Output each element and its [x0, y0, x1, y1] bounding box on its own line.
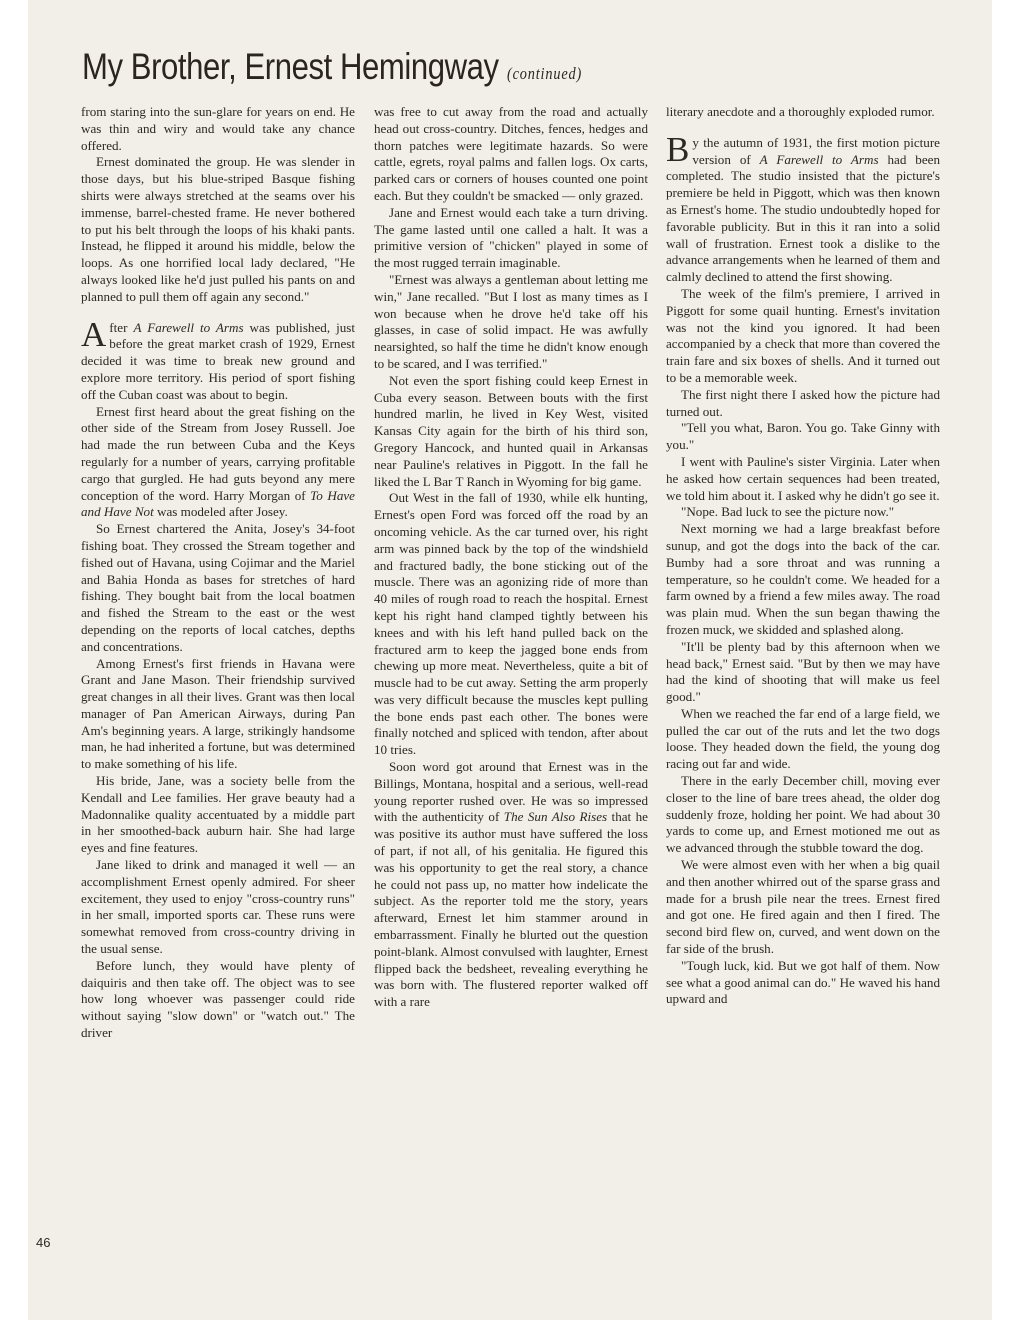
paragraph: Ernest dominated the group. He was slender in those days, but his blue-striped Basque fishing shirts were always stretched at the seams over his immense, barrel-chested frame. He never bothered to put his belt through the loops of his khaki pants. Instead, he flipped it around his middle, below the loops. As one horrified local lady declared, "He always looked like he'd just pulled his pants on and planned to pull them off again any second.": [81, 154, 355, 304]
book-title: The Sun Also Rises: [503, 809, 608, 825]
page-number: 46: [36, 1235, 51, 1250]
paragraph: "Tough luck, kid. But we got half of them. Now see what a good animal can do." He waved his hand upward and: [666, 957, 940, 1007]
paragraph: "Tell you what, Baron. You go. Take Ginny with you.": [666, 420, 940, 453]
text-column-1: [81, 104, 355, 1264]
text-column-2: [374, 104, 648, 1264]
book-title: A Farewell to Arms: [759, 151, 879, 167]
headline-continued: (continued): [507, 64, 583, 83]
section-paragraph: By the autumn of 1931, the first motion picture version of A Farewell to Arms had been completed. The studio insisted that the picture's premiere be held in Piggott, which was then known as Ernest's home. The studio undoubtedly hoped for favorable publicity. But in this it ran into a solid wall of frustration. Ernest took a dislike to the advance arrangements when he learned of them and calmly declined to attend the first showing.: [666, 129, 940, 285]
article-headline: [82, 48, 582, 85]
paragraph: "Ernest was always a gentleman about letting me win," Jane recalled. "But I lost as many times as I won because when he drove he'd take off his glasses, in case of solid impact. He was awfully nearsighted, so half the time he didn't know enough to be scared, and I was terrified.": [374, 271, 648, 371]
section-paragraph: After A Farewell to Arms was published, just before the great market crash of 1929, Ernest decided it was time to break new ground and explore more territory. His period of sport fishing off the Cuban coast was about to begin.: [81, 314, 355, 402]
book-title: A Farewell to Arms: [133, 319, 244, 335]
paragraph: Soon word got around that Ernest was in the Billings, Montana, hospital and a serious, well-read young reporter rushed over. He was so impressed with the authenticity of The Sun Also Rises that he was positive its author must have suffered the loss of part, if not all, of his genitalia. He figured this was his opportunity to get the real story, a chance he could not pass up, no matter how indelicate the subject. As the reporter told me the story, years afterward, Ernest let him stammer around in embarrassment. Finally he blurted out the question point-blank. Almost convulsed with laughter, Ernest flipped back the bedsheet, revealing everything he was born with. The flustered reporter walked off with a rare: [374, 759, 648, 1010]
paragraph: So Ernest chartered the Anita, Josey's 34-foot fishing boat. They crossed the Stream together and fished out of Havana, using Cojimar and the Mariel and Bahia Honda as bases for stretches of hard fishing. They bought bait from the local boatmen and fished the Stream to the east or the west depending on the reports of local catches, depths and concentrations.: [81, 521, 355, 654]
drop-cap: A: [81, 314, 107, 354]
paragraph: from staring into the sun-glare for years on end. He was thin and wiry and would take any chance offered.: [81, 104, 355, 153]
paragraph: "Nope. Bad luck to see the picture now.": [681, 504, 895, 520]
headline-title: My Brother, Ernest Hemingway: [82, 46, 499, 87]
paragraph: Ernest first heard about the great fishing on the other side of the Stream from Josey Russell. Joe had made the run between Cuba and the Keys regularly for a number of years, carrying profitable cargo that gurgled. He had guts beyond any mere conception of the word. Harry Morgan of To Have and Have Not was modeled after Josey.: [81, 403, 355, 520]
paragraph: There in the early December chill, moving ever closer to the line of bare trees ahead, the older dog suddenly froze, holding her point. We had about 30 yards to come up, and Ernest motioned me out as we advanced through the stubble toward the dog.: [666, 773, 940, 856]
paragraph: Before lunch, they would have plenty of daiquiris and then take off. The object was to see how long whoever was passenger could ride without saying "slow down" or "watch out." The driver: [81, 957, 355, 1041]
paragraph: Next morning we had a large breakfast before sunup, and got the dogs into the back of the car. Bumby had a sore throat and was running a temperature, so he couldn't come. We headed for a farm owned by a friend a few miles away. The road was plain mud. When the sun began thawing the frozen muck, we skidded and splashed along.: [666, 521, 940, 637]
paragraph: Jane liked to drink and managed it well — an accomplishment Ernest openly admired. For sheer excitement, they used to enjoy "cross-country runs" in her small, imported sports car. These runs were somewhat removed from cross-country driving in the usual sense.: [81, 857, 355, 957]
paragraph: was free to cut away from the road and actually head out cross-country. Ditches, fences, hedges and thorn patches were legitimate hazards. So were cattle, egrets, royal palms and fallen logs. Ox carts, parked cars or corners of houses counted one point each. But they couldn't be smacked — only grazed.: [374, 104, 648, 203]
paragraph: When we reached the far end of a large field, we pulled the car out of the ruts and let the two dogs loose. They headed down the field, the young dog racing out far and wide.: [666, 705, 940, 772]
paragraph: Not even the sport fishing could keep Ernest in Cuba every season. Between bouts with the first hundred marlin, he lived in Key West, visited Kansas City again for the birth of his third son, Gregory Hancock, and hunted quail in Arkansas near Pauline's relatives in Piggott. In the fall he liked the L Bar T Ranch in Wyoming for big game.: [374, 372, 648, 489]
magazine-page: [28, 0, 992, 1320]
paragraph: Jane and Ernest would each take a turn driving. The game lasted until one called a halt. It was a primitive version of "chicken" played in some of the most rugged terrain imaginable.: [374, 204, 648, 271]
drop-cap: B: [666, 129, 690, 169]
paragraph: The first night there I asked how the picture had turned out.: [666, 386, 940, 419]
paragraph: I went with Pauline's sister Virginia. Later when he asked how certain sequences had been treated, we told him about it. I asked why he didn't go see it.: [666, 453, 940, 503]
paragraph: The week of the film's premiere, I arrived in Piggott for some quail hunting. Ernest's invitation was not the kind you ignored. It had been accompanied by a check that more than covered the train fare and six boxes of shells. And it turned out to be a memorable week.: [666, 285, 940, 385]
text-column-3: [666, 104, 940, 1264]
paragraph: His bride, Jane, was a society belle from the Kendall and Lee families. Her grave beauty had a Madonnalike quality accentuated by a middle part in her smoothed-back auburn hair. She had large eyes and fine features.: [81, 773, 355, 856]
paragraph: "It'll be plenty bad by this afternoon when we head back," Ernest said. "But by then we may have had the kind of shooting that will make us feel good.": [666, 638, 940, 705]
paragraph: Among Ernest's first friends in Havana were Grant and Jane Mason. Their friendship survived great changes in all their lives. Grant was then local manager of Pan American Airways, during Pan Am's beginning years. A large, strikingly handsome man, he had inherited a fortune, but was determined to make something of his life.: [81, 655, 355, 772]
paragraph: We were almost even with her when a big quail and then another whirred out of the sparse grass and made for a brush pile near the trees. Ernest fired and got one. He fired again and then I fired. The second bird flew on, curved, and went down on the far side of the brush.: [666, 857, 940, 957]
paragraph: literary anecdote and a thoroughly exploded rumor.: [666, 104, 935, 119]
paragraph: Out West in the fall of 1930, while elk hunting, Ernest's open Ford was forced off the road by an oncoming vehicle. As the car turned over, his right arm was pinned back by the top of the windshield and fractured badly, the bone sticking out of the muscle. There was an agonizing ride of more than 40 miles of rough road to reach the hospital. Ernest kept his right hand clamped tightly between his knees and with his left hand pulled back on the fractured arm to keep the jagged bone ends from chewing up more meat. Nevertheless, quite a bit of muscle had to be cut away. Setting the arm properly was very difficult because the muscles kept pulling the bone ends past each other. The bones were finally notched and spliced with tendon, after about 10 tries.: [374, 490, 648, 758]
book-title: To Have and Have Not: [81, 487, 355, 520]
